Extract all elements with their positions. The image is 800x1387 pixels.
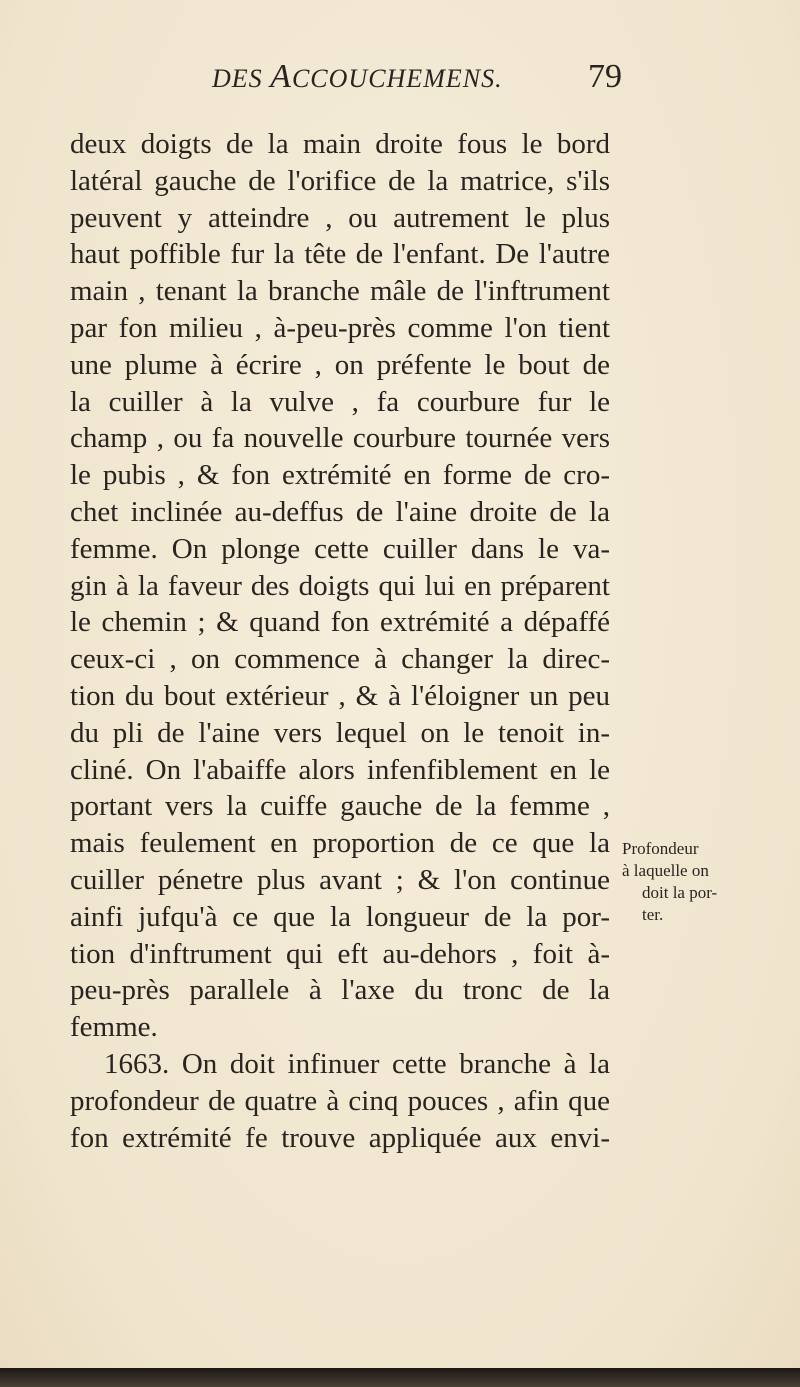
- text-line: main , tenant la branche mâle de l'inftrument: [70, 275, 610, 308]
- text-line: ainfi jufqu'à ce que la longueur de la por-: [70, 900, 610, 933]
- text-line: chet inclinée au-deffus de l'aine droite de la: [70, 495, 610, 528]
- margin-note: [622, 838, 782, 926]
- text-line: profondeur de quatre à cinq pouces , afin que: [70, 1084, 610, 1117]
- text-line: tion du bout extérieur , & à l'éloigner un peu: [70, 679, 610, 712]
- page-edge-shadow: [0, 1368, 800, 1387]
- text-line: champ , ou fa nouvelle courbure tournée vers: [70, 422, 610, 455]
- text-line: le pubis , & fon extrémité en forme de cro-: [70, 459, 610, 492]
- running-title-capital: A: [270, 58, 292, 95]
- text-line: peuvent y atteindre , ou autrement le plus: [70, 201, 610, 234]
- body-text: [70, 126, 610, 1156]
- text-line: deux doigts de la main droite fous le bord: [70, 128, 610, 160]
- running-title: [212, 58, 503, 96]
- text-line: cliné. On l'abaiffe alors infenfiblement en le: [70, 753, 610, 786]
- text-line: fon extrémité fe trouve appliquée aux envi-: [70, 1121, 610, 1154]
- running-title-prefix: DES: [212, 64, 271, 93]
- text-line: cuiller pénetre plus avant ; & l'on continue: [70, 863, 610, 896]
- margin-note-line: Profondeur: [622, 839, 699, 858]
- text-line: latéral gauche de l'orifice de la matrice, s'ils: [70, 164, 610, 197]
- text-line: du pli de l'aine vers lequel on le tenoit in-: [70, 716, 610, 749]
- page-header: [212, 58, 622, 106]
- text-line: peu-près parallele à l'axe du tronc de la: [70, 974, 610, 1007]
- text-line: par fon milieu , à-peu-près comme l'on tient: [70, 311, 610, 344]
- text-line: une plume à écrire , on préfente le bout de: [70, 348, 610, 381]
- running-title-rest: CCOUCHEMENS.: [291, 64, 503, 93]
- margin-note-line: doit la por-: [642, 883, 718, 902]
- text-line: portant vers la cuiffe gauche de la femme ,: [70, 790, 610, 823]
- text-line: gin à la faveur des doigts qui lui en préparent: [70, 569, 610, 602]
- text-line: 1663. On doit infinuer cette branche à la: [104, 1047, 610, 1080]
- text-line: le chemin ; & quand fon extrémité a dépaffé: [70, 606, 610, 639]
- text-line: ceux-ci , on commence à changer la direc-: [70, 643, 610, 676]
- page-number: 79: [588, 58, 622, 95]
- text-line: femme. On plonge cette cuiller dans le va-: [70, 532, 610, 565]
- text-line: mais feulement en proportion de ce que la: [70, 827, 610, 860]
- text-line: la cuiller à la vulve , fa courbure fur le: [70, 385, 610, 418]
- margin-note-line: à laquelle on: [622, 861, 709, 880]
- text-line: femme.: [70, 1011, 158, 1044]
- text-line: haut poffible fur la tête de l'enfant. De l'autre: [70, 238, 610, 271]
- margin-note-line: ter.: [642, 905, 664, 924]
- text-line: tion d'inftrument qui eft au-dehors , foit à-: [70, 937, 610, 970]
